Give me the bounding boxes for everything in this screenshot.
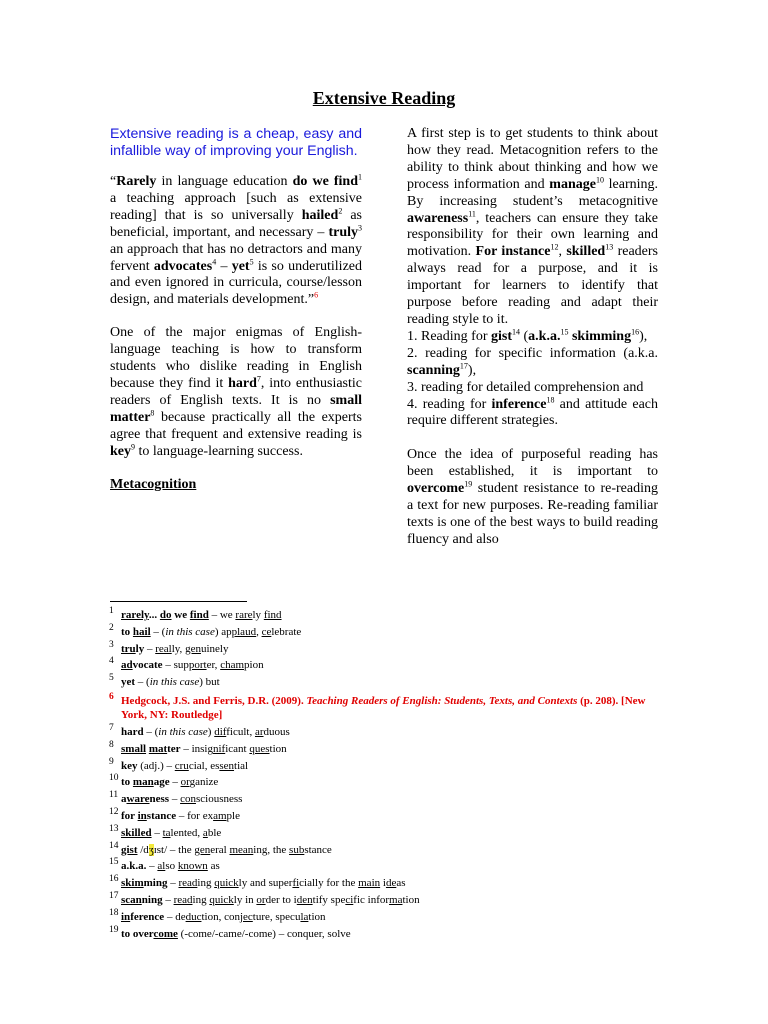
footnote-text: key (adj.) – crucial, essential xyxy=(121,759,249,772)
footnote-18 xyxy=(109,909,669,926)
footnote-text: scanning – reading quickly in order to identify specific information xyxy=(121,893,420,906)
footnote-number: 4 xyxy=(109,656,114,667)
footnote-text: inference – deduction, conjecture, speculation xyxy=(121,910,326,923)
page-title: Extensive Reading xyxy=(312,88,456,108)
footnote-ref-9: 9 xyxy=(131,441,135,451)
footnote-8 xyxy=(109,741,669,758)
quote-paragraph: “Rarely in language education do we find$^1$ a teaching approach [such as extensive reading] that is so universally hailed$^2$ as beneficial, important, and necessary – truly$^3$ an approach that has no detractors and many fervent advocates$^4$ – yet$^5$ is so underutilized and even ignored in curricula, course/lesson design, and materials development.”$^6$ xyxy=(110,172,362,308)
footnote-ref-18: 18 xyxy=(546,394,555,404)
strategy-item-3: 3. reading for detailed comprehension and xyxy=(407,379,644,395)
footnote-number: 1 xyxy=(109,606,114,616)
footnote-4 xyxy=(109,657,669,674)
footnote-9 xyxy=(109,758,669,775)
footnote-ref-13: 13 xyxy=(605,242,614,252)
footnote-number: 3 xyxy=(109,639,114,650)
enigma-paragraph: One of the major enigmas of English-language teaching is how to transform students who dislike reading in English because they find it hard$^7$, into enthusiastic readers of English texts. It is no small matter$^8$ because practically all the experts agree that frequent and extensive reading is key$^9$ to language-learning success. xyxy=(110,325,362,459)
footnote-number: 10 xyxy=(109,773,119,784)
footnote-text: to overcome (-come/-came/-come) – conquer, solve xyxy=(121,927,351,940)
footnote-ref-6: 6 xyxy=(314,290,319,300)
footnote-number: 15 xyxy=(109,857,119,868)
footnote-6 xyxy=(109,691,669,724)
footnote-ref-4: 4 xyxy=(212,256,217,266)
strategy-item-1: 1. Reading for gist$^{14}$ (a.k.a.$^{15}$ skimming$^{16}$), xyxy=(407,327,648,344)
footnote-ref-14: 14 xyxy=(511,327,520,337)
strategy-item-2: 2. reading for specific information (a.k.a. scanning$^{17}$), xyxy=(407,345,658,378)
footnote-1 xyxy=(109,607,669,624)
footnote-text: rarely... do we find – we rarely find xyxy=(121,609,282,621)
metacognition-heading: Metacognition xyxy=(110,476,197,492)
reading-strategy-list xyxy=(407,329,658,430)
footnote-16 xyxy=(109,875,669,892)
footnote-11 xyxy=(109,791,669,808)
footnote-ref-12: 12 xyxy=(550,242,559,252)
footnote-text: to hail – (in this case) applaud, celebrate xyxy=(121,625,302,638)
footnote-ref-7: 7 xyxy=(256,374,261,384)
footnote-text: awareness – consciousness xyxy=(121,793,243,806)
footnote-number: 6 xyxy=(109,691,114,702)
footnote-number: 19 xyxy=(109,924,119,935)
first-step-paragraph: A first step is to get students to think about how they read. Metacognition refers to the ability to think about thinking and how we process information and manage$^{10}$ learning. By increasing student’s metacognitive awareness$^{11}$, teachers can ensure they take responsibility for their own learning and motivation. For instance$^{12}$, skilled$^{13}$ readers always read for a purpose, and it is important for learners to identify that purpose before reading and adapt their reading style to it. xyxy=(407,126,659,327)
footnote-ref-11: 11 xyxy=(468,208,476,218)
footnote-ref-8: 8 xyxy=(150,408,155,418)
footnote-ref-16: 16 xyxy=(631,327,640,337)
purposeful-reading-paragraph: Once the idea of purposeful reading has been established, it is important to overcome$^{19}$ student resistance to re-reading a text for new purposes. Re-reading familiar texts is one of the best ways to build reading fluency and also xyxy=(407,447,658,547)
footnote-12 xyxy=(109,808,669,825)
footnote-text: small matter – insignificant question xyxy=(121,742,287,755)
footnote-text: gist /dʒɪst/ – the general meaning, the substance xyxy=(121,843,332,856)
footnote-number: 18 xyxy=(109,907,119,918)
footnote-text: skilled – talented, able xyxy=(121,826,222,839)
footnote-divider xyxy=(110,601,247,602)
footnote-text: advocate – supporter, champion xyxy=(121,659,264,672)
footnote-number: 14 xyxy=(109,840,119,851)
footnote-ref-15: 15 xyxy=(560,327,569,337)
footnote-17 xyxy=(109,892,669,909)
footnote-text: for instance – for example xyxy=(121,809,240,822)
footnote-14 xyxy=(109,842,669,859)
strategy-item-4: 4. reading for inference$^{18}$ and attitude each require different strategies. xyxy=(407,394,658,429)
left-column xyxy=(110,126,362,493)
footnote-13 xyxy=(109,825,669,842)
footnote-number: 9 xyxy=(109,756,114,767)
footnote-ref-1: 1 xyxy=(358,172,362,182)
footnote-ref-3: 3 xyxy=(358,223,362,233)
footnote-2 xyxy=(109,624,669,641)
footnote-number: 12 xyxy=(109,806,119,817)
footnote-text: yet – (in this case) but xyxy=(121,676,220,689)
footnote-ref-10: 10 xyxy=(595,175,604,185)
footnote-number: 11 xyxy=(109,790,119,801)
footnote-5 xyxy=(109,674,669,691)
footnote-text: a.k.a. – also known as xyxy=(121,860,220,873)
footnote-number: 5 xyxy=(109,673,114,684)
footnote-number: 2 xyxy=(109,622,114,633)
footnote-text: skimming – reading quickly and superficially for the main ideas xyxy=(121,877,406,890)
footnote-text: truly – really, genuinely xyxy=(121,642,229,655)
intro-paragraph: Extensive reading is a cheap, easy and infallible way of improving your English. xyxy=(110,126,362,159)
footnote-10 xyxy=(109,774,669,791)
footnote-number: 8 xyxy=(109,739,114,750)
footnote-3 xyxy=(109,641,669,658)
footnote-number: 13 xyxy=(109,823,119,834)
footnote-19 xyxy=(109,926,669,943)
footnote-7 xyxy=(109,724,669,741)
footnote-text: to manage – organize xyxy=(121,776,219,789)
footnote-ref-19: 19 xyxy=(464,479,473,489)
footnote-ref-17: 17 xyxy=(459,361,468,371)
footnote-number: 7 xyxy=(109,722,114,733)
footnotes xyxy=(109,607,669,942)
footnote-text: Hedgcock, J.S. and Ferris, D.R. (2009). Teaching Readers of English: Students, Texts, and Contexts (p. 208). [New York, NY: Routledge] xyxy=(121,694,646,721)
footnote-number: 16 xyxy=(109,874,119,885)
footnote-number: 17 xyxy=(109,890,119,901)
footnote-ref-5: 5 xyxy=(249,256,254,266)
footnote-ref-2: 2 xyxy=(338,206,343,216)
footnote-15 xyxy=(109,858,669,875)
footnote-text: hard – (in this case) difficult, arduous xyxy=(121,725,290,738)
right-column xyxy=(407,126,658,565)
